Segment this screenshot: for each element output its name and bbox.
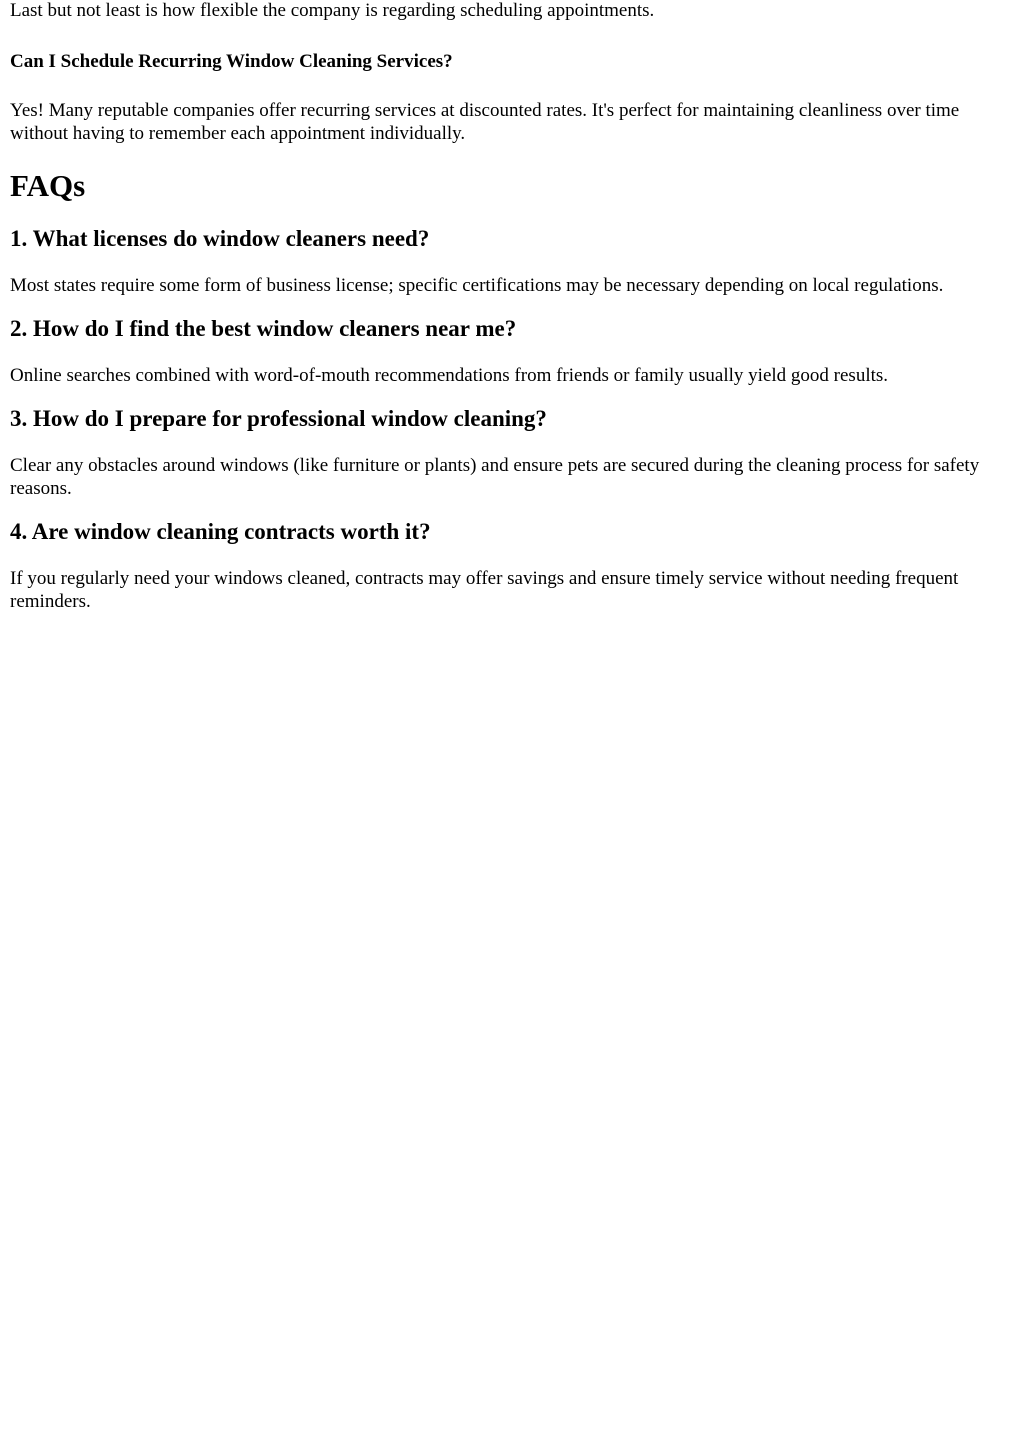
intro-paragraph: Last but not least is how flexible the company is regarding scheduling appointments. [10,0,655,21]
recurring-services-heading: Can I Schedule Recurring Window Cleaning Services? [10,51,453,72]
faq-question: 1. What licenses do window cleaners need? [10,226,430,251]
faq-item-prepare [10,405,1014,500]
faq-question: 4. Are window cleaning contracts worth it? [10,519,431,544]
faq-item-contracts [10,518,1014,613]
faqs-title: FAQs [10,168,86,203]
faq-item-licenses [10,225,1014,297]
faq-question: 2. How do I find the best window cleaners near me? [10,316,517,341]
article-content [0,0,1024,613]
faq-answer: Most states require some form of business license; specific certifications may be necessary depending on local regulations. [10,275,944,296]
faq-answer: Clear any obstacles around windows (like furniture or plants) and ensure pets are secured during the cleaning process for safety reasons. [10,455,980,499]
faq-item-find-cleaners [10,315,1014,387]
recurring-services-answer: Yes! Many reputable companies offer recurring services at discounted rates. It's perfect for maintaining cleanliness over time without having to remember each appointment individually. [10,100,960,144]
faq-answer: Online searches combined with word-of-mouth recommendations from friends or family usually yield good results. [10,365,889,386]
faq-answer: If you regularly need your windows cleaned, contracts may offer savings and ensure timely service without needing frequent reminders. [10,568,959,612]
faq-question: 3. How do I prepare for professional window cleaning? [10,406,547,431]
